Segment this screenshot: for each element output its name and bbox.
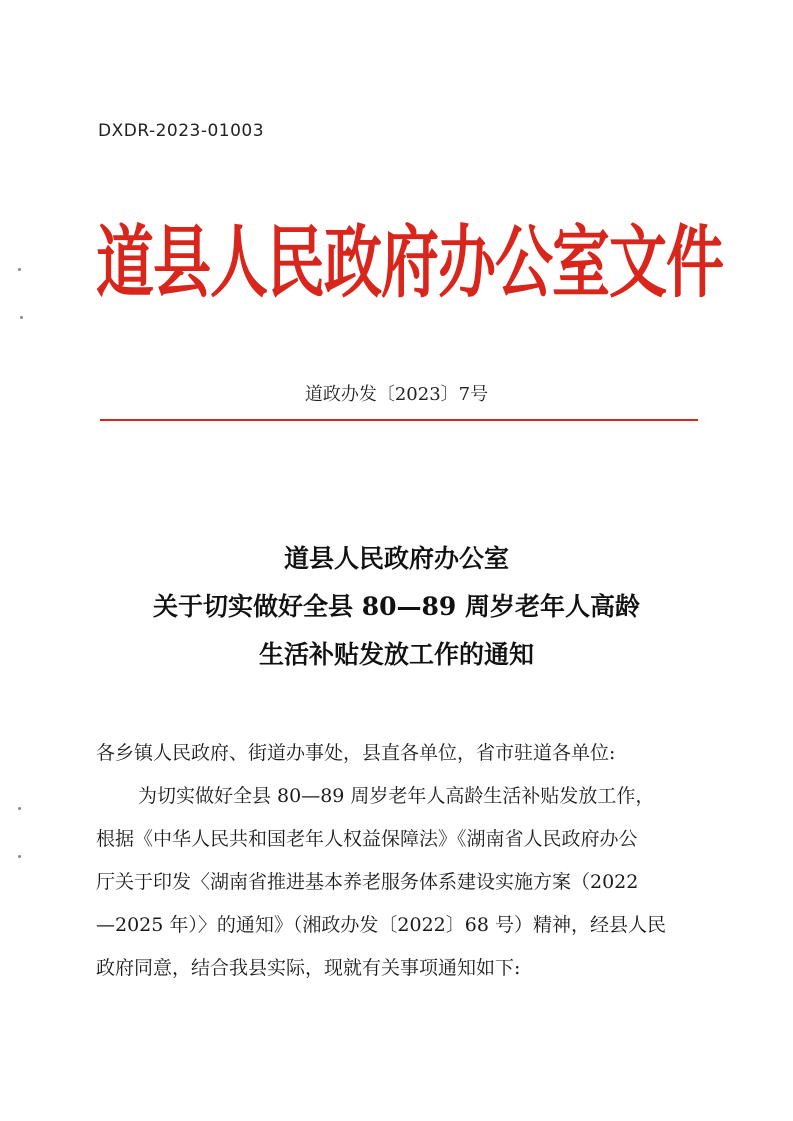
- document-code: DXDR-2023-01003: [98, 121, 265, 141]
- addressee-line: 各乡镇人民政府、街道办事处，县直各单位，省市驻道各单位:: [96, 742, 616, 764]
- red-divider-line: [100, 419, 698, 421]
- paragraph-line: —2025 年）〉的通知》（湘政办发〔2022〕68 号）精神，经县人民: [96, 914, 666, 936]
- paragraph-line: 厅关于印发〈湖南省推进基本养老服务体系建设实施方案（2022: [96, 871, 639, 893]
- scan-mark: [18, 807, 21, 810]
- title-line-2: 关于切实做好全县 80—89 周岁老年人高龄: [153, 592, 640, 621]
- notice-body: [96, 732, 696, 990]
- scan-mark: [20, 316, 23, 319]
- title-line-1: 道县人民政府办公室: [283, 544, 509, 573]
- paragraph-line: 为切实做好全县 80—89 周岁老年人高龄生活补贴发放工作，: [138, 785, 655, 807]
- document-number: 道政办发〔2023〕7号: [304, 384, 489, 405]
- masthead-title: 道县人民政府办公室文件: [96, 216, 724, 309]
- paragraph-line: 根据《中华人民共和国老年人权益保障法》《湖南省人民政府办公: [96, 828, 638, 850]
- title-line-3: 生活补贴发放工作的通知: [258, 640, 534, 669]
- scan-mark: [18, 855, 21, 858]
- paragraph-line: 政府同意，结合我县实际，现就有关事项通知如下:: [96, 957, 521, 979]
- notice-title: [0, 535, 793, 679]
- scan-mark: [18, 268, 21, 271]
